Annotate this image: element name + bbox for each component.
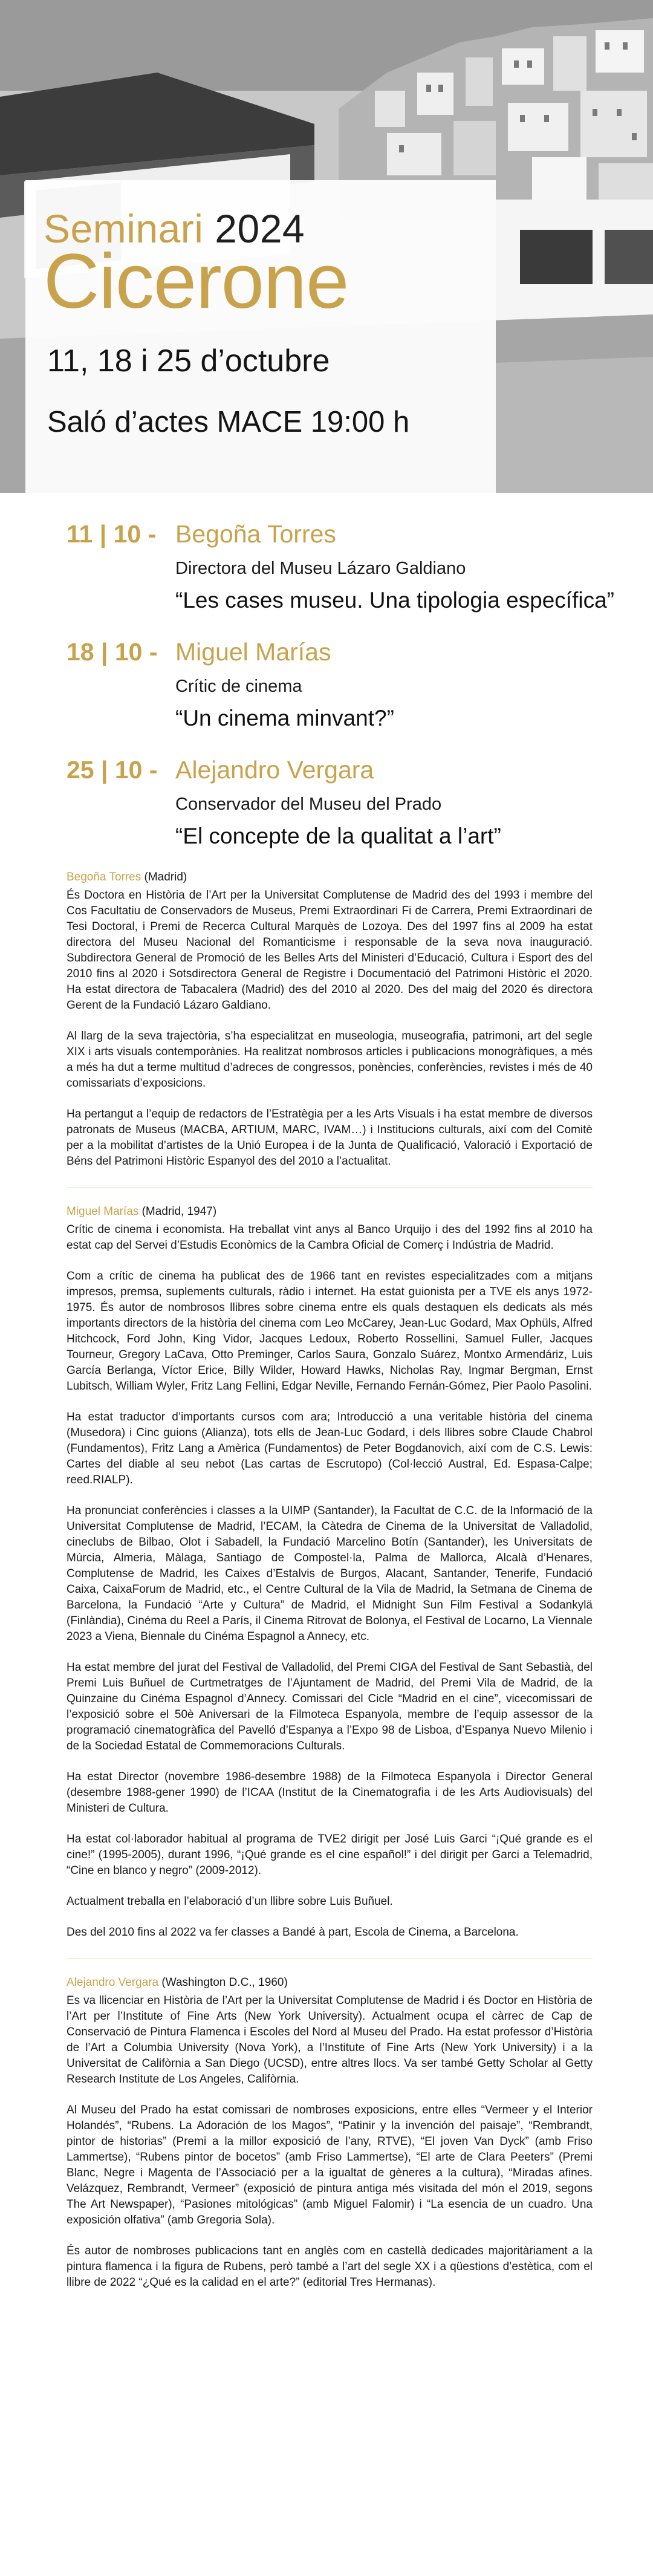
bio-begona-torres bbox=[67, 871, 593, 1169]
bio-name: Begoña Torres bbox=[67, 871, 141, 883]
bio-paragraph: Com a crític de cinema ha publicat des de 1966 tant en revistes especialitzades com a mitjans impresos, premsa, suplements culturals, ràdio i internet. Ha estat guionista per a TVE els anys 1972-1975. És autor de nombrosos llibres sobre cinema entre els quals destaquen els dedicats als més importants directors de la història del cinema com Leo McCarey, Jean-Luc Godard, Max Ophüls, Alfred Hitchcock, Ford John, King Vidor, Jacques Ledoux, Roberto Rossellini, Samuel Fuller, Jacques Tourneur, Gregory LaCava, Otto Preminger, Carlos Saura, Gonzalo Suárez, Montxo Armendáriz, Luis García Berlanga, Víctor Erice, Billy Wilder, Howard Hawks, Nicholas Ray, Ingmar Bergman, Ernst Lubitsch, William Wyler, Fritz Lang Fellini, Edgar Neville, Fernando Fernán-Gómez, Pier Paolo Pasolini. bbox=[67, 1270, 593, 1393]
session-role: Directora del Museu Lázaro Galdiano bbox=[175, 559, 466, 578]
bio-heading bbox=[67, 871, 593, 884]
event-dates: 11, 18 i 25 d’octubre bbox=[47, 343, 330, 379]
speaker-bios bbox=[67, 871, 593, 2309]
session-speaker: Alejandro Vergara bbox=[175, 756, 374, 784]
bio-name: Alejandro Vergara bbox=[67, 1976, 159, 1989]
seminar-year: 2024 bbox=[215, 206, 305, 251]
bio-paragraph: És autor de nombroses publicacions tant en anglès com en castellà dedicades majoritàriament a la pintura flamenca i la figura de Rubens, però també a l’art del segle XX i a qüestions d’estètica, com el llibre de 2022 “¿Qué es la calidad en el arte?” (editorial Tres Hermanas). bbox=[67, 2245, 593, 2289]
hero-banner bbox=[0, 0, 653, 493]
bio-paragraph: Ha estat Director (novembre 1986-desembre 1988) de la Filmoteca Espanyola i Director General (desembre 1988-gener 1990) de l’ICAA (Institut de la Cinematografia i de les Arts Audiovisuals) del Ministeri de Cultura. bbox=[67, 1771, 593, 1815]
bio-heading bbox=[67, 1205, 593, 1218]
bio-paragraph: Al Museu del Prado ha estat comissari de nombroses exposicions, entre elles “Vermeer y el Interior Holandés”, “Rubens. La Adoración de los Magos”, “Patinir y la invención del paisaje”, “Rembrandt, pintor de historias” (Premi a la millor exposició de l’any, RTVE), “El joven Van Dyck” (amb Friso Lammertse), “Rubens pintor de bocetos” (amb Friso Lammertse), “El arte de Clara Peeters” (Premi Blanc, Negre i Magenta de l’Associació per a la igualtat de gèneres a la cultura), “Miradas afines. Velázquez, Rembrandt, Vermeer” (exposició de pintura antiga més visitada del món el 2019, segons The Art Newspaper), “Pasiones mitológicas” (amb Miguel Falomir) i “La esencia de un cuadro. Una exposición olfativa” (amb Gregoria Sola). bbox=[67, 2104, 593, 2226]
session-role: Conservador del Museu del Prado bbox=[175, 795, 442, 814]
bio-origin: (Madrid, 1947) bbox=[138, 1205, 217, 1218]
bio-origin: (Madrid) bbox=[141, 871, 187, 883]
bio-paragraph: Actualment treballa en l’elaboració d’un llibre sobre Luis Buñuel. bbox=[67, 1895, 393, 1908]
session-talk-title: “El concepte de la qualitat a l’art” bbox=[175, 824, 501, 848]
bio-paragraph: Al llarg de la seva trajectòria, s’ha especialitzat en museologia, museografia, patrimoni, art del segle XIX i arts visuals contemporànies. Ha realitzat nombrosos articles i publicacions monogràfiques, a més a més ha dut a terme multitud d’adreces de congressos, ponències, conferències, revistes i més de 40 comissariats d’exposicions. bbox=[67, 1030, 593, 1090]
bio-name: Miguel Marías bbox=[67, 1205, 139, 1218]
bio-paragraph: Ha estat traductor d’importants cursos com ara; Introducció a una veritable història del cinema (Musedora) i Cinc guions (Alianza), tots ells de Jean-Luc Godard, i dels llibres sobre Claude Chabrol (Fundamentos), Fritz Lang a Amèrica (Fundamentos) de Peter Bogdanovich, així com de C.S. Lewis: Cartes del diable al seu nebot (Las cartas de Escrutopo) (Col·lecció Austral, Ed. Espasa-Calpe; reed.RIALP). bbox=[67, 1411, 593, 1486]
bio-paragraph: Crític de cinema i economista. Ha treballat vint anys al Banco Urquijo i des del 1992 fins al 2010 ha estat cap del Servei d’Estudis Econòmics de la Cambra Oficial de Comerç i Indústria de Madrid. bbox=[67, 1223, 593, 1252]
bio-miguel-marias bbox=[67, 1205, 593, 1940]
bio-paragraph: Ha pronunciat conferències i classes a la UIMP (Santander), la Facultat de C.C. de la Informació de la Universitat Complutense de Madrid, l’ECAM, la Càtedra de Cinema de la Universitat de Valladolid, cineclubs de Bilbao, Olot i Sabadell, la Fundació Marcelino Botín (Santander), les Universitats de Múrcia, Almeria, Màlaga, Santiago de Compostel·la, Palma de Mallorca, Alcalà d’Henares, Complutense de Madrid, les Caixes d’Estalvis de Burgos, Alacant, Santander, Tenerife, Fundació Caixa, CaixaForum de Madrid, etc., el Centre Cultural de la Vila de Madrid, la Setmana de Cinema de Barcelona, la Fundació “Arte y Cultura” de Madrid, el Midnight Sun Film Festival a Sodankylä (Finlàndia), Cinéma du Reel a París, il Cinema Ritrovat de Bolonya, el Festival de Locarno, La Viennale 2023 a Viena, Biennale du Cinéma Espagnol a Annecy, etc. bbox=[67, 1504, 593, 1643]
session-role: Crític de cinema bbox=[175, 677, 302, 696]
bio-origin: (Washington D.C., 1960) bbox=[158, 1976, 288, 1989]
bio-alejandro-vergara bbox=[67, 1976, 593, 2291]
bio-paragraph: Ha estat col·laborador habitual al programa de TVE2 dirigit per José Luis Garci “¡Qué grande es el cine!” (1995-2005), durant 1996, “¡Qué grande es el cine español!” i del dirigit per Garci a Telemadrid, “Cine en blanco y negro” (2009-2012). bbox=[67, 1833, 593, 1877]
session-speaker: Miguel Marías bbox=[175, 638, 331, 666]
bio-paragraph: Des del 2010 fins al 2022 va fer classes a Bandé à part, Escola de Cinema, a Barcelona. bbox=[67, 1926, 519, 1939]
bio-heading bbox=[67, 1976, 593, 1989]
session-talk-title: “Un cinema minvant?” bbox=[175, 706, 394, 730]
session-date: 11 | 10 - bbox=[67, 520, 157, 548]
session-speaker: Begoña Torres bbox=[175, 520, 336, 548]
bio-paragraph: Ha pertangut a l’equip de redactors de l’Estratègia per a les Arts Visuals i ha estat membre de diversos patronats de Museus (MACBA, ARTIUM, MARC, IVAM…) i Institucions culturals, així com del Comitè per a la mobilitat d’artistes de la Unió Europea i de la Junta de Qualificació, Valoració i Exportació de Béns del Patrimoni Històric Espanyol des del 2010 a l’actualitat. bbox=[67, 1108, 593, 1168]
bio-paragraph: Es va llicenciar en Història de l’Art per la Universitat Complutense de Madrid i és Doctor en Història de l’Art per l’Institute of Fine Arts (New York University). Actualment ocupa el càrrec de Cap de Conservació de Pintura Flamenca i Escoles del Nord al Museu del Prado. Ha estat professor d’Història de l’Art a Columbia University (Nova York), a l’Institute of Fine Arts (New York University) i a la Universitat de Califòrnia a San Diego (UCSD), entre altres llocs. Va ser també Getty Scholar al Getty Research Institute de Los Angeles, Califòrnia. bbox=[67, 1994, 593, 2086]
seminar-title: Cicerone bbox=[44, 238, 349, 325]
seminar-word: Seminari bbox=[44, 206, 204, 251]
event-venue: Saló d’actes MACE 19:00 h bbox=[47, 406, 410, 438]
session-talk-title: “Les cases museu. Una tipologia específica” bbox=[175, 588, 614, 613]
session-date: 18 | 10 - bbox=[67, 638, 158, 666]
session-date: 25 | 10 - bbox=[67, 756, 158, 784]
bio-paragraph: És Doctora en Història de l’Art per la Universitat Complutense de Madrid des del 1993 i membre del Cos Facultatiu de Conservadors de Museus, Premi Extraordinari Fi de Carrera, Premi Extraordinari de Tesi Doctoral, i Premi de Recerca Cultural Marquès de Lozoya. Des del 1997 fins al 2009 ha estat directora del Museu Nacional del Romanticisme i responsable de la seva nova inauguració. Subdirectora General de Promoció de les Belles Arts del Ministeri d’Educació, Cultura i Esport des del 2010 fins al 2020 i Sotsdirectora General de Registre i Documentació del Patrimoni Històric el 2020. Ha estat directora de Tabacalera (Madrid) des del 2010 al 2020. Des del maig del 2020 és directora Gerent de la Fundació Lázaro Galdiano. bbox=[67, 889, 593, 1012]
bio-paragraph: Ha estat membre del jurat del Festival de Valladolid, del Premi CIGA del Festival de Sant Sebastià, del Premi Luis Buñuel de Curtmetratges de l’Ajuntament de Madrid, del Premi Vila de Madrid, de la Quinzaine du Cinéma Espagnol d’Annecy. Comissari del Cicle “Madrid en el cine”, vicecomissari de l’exposició sobre el 50è Aniversari de la Filmoteca Espanyola, membre de l’equip assessor de la programació cinematogràfica del Pavelló d’Espanya a l’Expo 98 de Lisboa, d’Espanya Nuevo Milenio i de la Sociedad Estatal de Commemoracions Culturals. bbox=[67, 1661, 593, 1752]
